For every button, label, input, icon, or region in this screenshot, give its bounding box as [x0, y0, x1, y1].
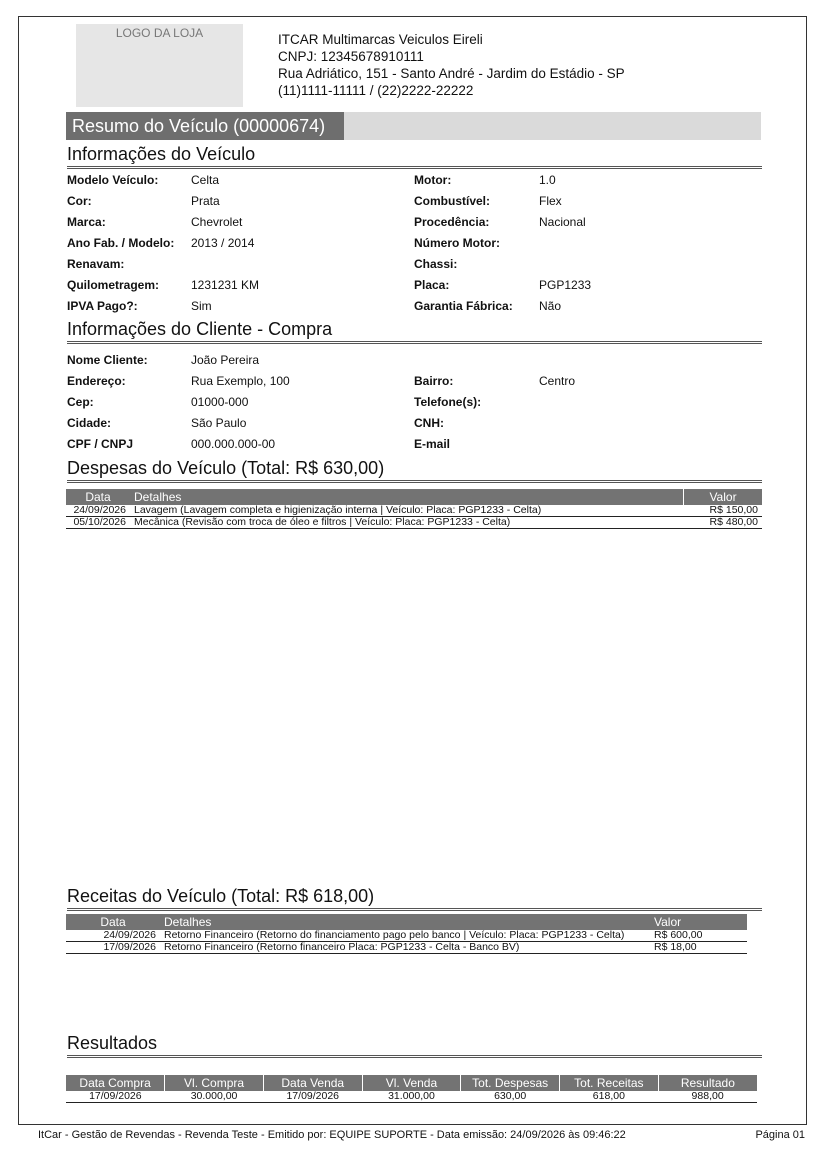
vehicle-field-label: IPVA Pago?:	[67, 299, 138, 313]
vehicle-field-value: Nacional	[539, 215, 586, 229]
company-info	[278, 31, 625, 99]
vehicle-field-value: Não	[539, 299, 562, 313]
results-section-heading	[66, 1033, 762, 1058]
vehicle-field-label: Modelo Veículo:	[67, 173, 159, 187]
revenue-date: 24/09/2026	[66, 930, 160, 942]
company-address: Rua Adriático, 151 - Santo André - Jardim do Estádio - SP	[278, 66, 625, 81]
client-city-value: São Paulo	[191, 416, 247, 430]
revenues-section-heading	[66, 886, 762, 911]
results-heading-text: Resultados	[67, 1033, 158, 1053]
col-header: Vl. Venda	[362, 1075, 461, 1091]
vehicle-field-label: Motor:	[414, 173, 452, 187]
footer	[38, 1129, 805, 1141]
divider	[67, 908, 762, 911]
client-doc-label: CPF / CNPJ	[67, 437, 134, 451]
divider	[67, 166, 762, 169]
client-email-label: E-mail	[414, 437, 451, 451]
result-cell: 630,00	[461, 1091, 560, 1103]
page-title: Resumo do Veículo (00000674)	[66, 112, 344, 140]
expense-details: Lavagem (Lavagem completa e higienização interna | Veículo: Placa: PGP1233 - Celta)	[130, 505, 684, 517]
client-phone-label: Telefone(s):	[414, 395, 482, 409]
logo-text: LOGO DA LOJA	[115, 26, 204, 40]
revenues-heading-text: Receitas do Veículo (Total: R$ 618,00)	[67, 886, 375, 906]
company-cnpj: CNPJ: 12345678910111	[278, 49, 424, 64]
client-address-value: Rua Exemplo, 100	[191, 374, 290, 388]
revenues-table	[66, 914, 747, 954]
col-header: Data	[66, 489, 130, 505]
expenses-heading-text: Despesas do Veículo (Total: R$ 630,00)	[67, 458, 385, 478]
client-district-value: Centro	[539, 374, 576, 388]
store-logo	[76, 24, 243, 107]
vehicle-field-value: 2013 / 2014	[191, 236, 255, 250]
table-row	[66, 505, 762, 517]
vehicle-field-label: Ano Fab. / Modelo:	[67, 236, 175, 250]
client-cep-label: Cep:	[67, 395, 94, 409]
client-cnh-label: CNH:	[414, 416, 444, 430]
revenue-value: R$ 18,00	[650, 942, 747, 954]
table-header-row	[66, 489, 762, 505]
table-row	[66, 930, 747, 942]
vehicle-field-label: Procedência:	[414, 215, 490, 229]
col-header: Data	[66, 914, 160, 930]
vehicle-section-heading	[66, 144, 762, 169]
expense-value: R$ 480,00	[684, 517, 763, 529]
table-row	[66, 942, 747, 954]
vehicle-field-value: Prata	[191, 194, 220, 208]
expense-date: 24/09/2026	[66, 505, 130, 517]
vehicle-field-label: Chassi:	[414, 257, 458, 271]
vehicle-field-value: Sim	[191, 299, 212, 313]
vehicle-field-value: Chevrolet	[191, 215, 243, 229]
company-name: ITCAR Multimarcas Veiculos Eireli	[278, 32, 483, 47]
col-header: Valor	[684, 489, 763, 505]
vehicle-field-label: Cor:	[67, 194, 92, 208]
vehicle-field-value: 1231231 KM	[191, 278, 260, 292]
revenue-details: Retorno Financeiro (Retorno do financiamento pago pelo banco | Veículo: Placa: PGP1233 - Celta)	[160, 930, 650, 942]
vehicle-field-label: Renavam:	[67, 257, 125, 271]
col-header: Detalhes	[160, 914, 650, 930]
client-name-value: João Pereira	[191, 353, 260, 367]
table-row	[66, 1091, 757, 1103]
divider	[67, 1055, 762, 1058]
result-cell: 17/09/2026	[66, 1091, 165, 1103]
col-header: Tot. Despesas	[461, 1075, 560, 1091]
client-doc-value: 000.000.000-00	[191, 437, 276, 451]
result-cell: 17/09/2026	[263, 1091, 362, 1103]
footer-text: ItCar - Gestão de Revendas - Revenda Teste - Emitido por: EQUIPE SUPORTE - Data emissão: 24/09/2026 às 09:46:22	[38, 1129, 626, 1141]
client-section-heading	[66, 319, 762, 344]
vehicle-field-value: PGP1233	[539, 278, 592, 292]
vehicle-field-value: 1.0	[539, 173, 556, 187]
vehicle-field-label: Marca:	[67, 215, 106, 229]
client-cep-value: 01000-000	[191, 395, 249, 409]
revenue-details: Retorno Financeiro (Retorno financeiro Placa: PGP1233 - Celta - Banco BV)	[160, 942, 650, 954]
client-district-label: Bairro:	[414, 374, 454, 388]
vehicle-heading-text: Informações do Veículo	[67, 144, 256, 164]
expense-date: 05/10/2026	[66, 517, 130, 529]
client-address-label: Endereço:	[67, 374, 126, 388]
divider	[67, 480, 762, 483]
col-header: Tot. Receitas	[560, 1075, 659, 1091]
table-header-row	[66, 1075, 757, 1091]
vehicle-field-label: Combustível:	[414, 194, 491, 208]
col-header: Valor	[650, 914, 747, 930]
col-header: Vl. Compra	[165, 1075, 264, 1091]
col-header: Data Venda	[263, 1075, 362, 1091]
company-phones: (11)1111-11111 / (22)2222-22222	[278, 83, 474, 98]
table-header-row	[66, 914, 747, 930]
expenses-section-heading	[66, 458, 762, 483]
vehicle-field-label: Quilometragem:	[67, 278, 160, 292]
divider	[67, 341, 762, 344]
expense-details: Mecânica (Revisão com troca de óleo e filtros | Veículo: Placa: PGP1233 - Celta)	[130, 517, 684, 529]
revenue-value: R$ 600,00	[650, 930, 747, 942]
col-header: Resultado	[658, 1075, 757, 1091]
client-name-label: Nome Cliente:	[67, 353, 148, 367]
col-header: Data Compra	[66, 1075, 165, 1091]
client-heading-text: Informações do Cliente - Compra	[67, 319, 333, 339]
result-cell: 618,00	[560, 1091, 659, 1103]
results-table	[66, 1075, 757, 1103]
client-city-label: Cidade:	[67, 416, 112, 430]
result-cell: 30.000,00	[165, 1091, 264, 1103]
page-number: Página 01	[755, 1129, 805, 1141]
result-cell: 31.000,00	[362, 1091, 461, 1103]
result-cell: 988,00	[658, 1091, 757, 1103]
vehicle-field-label: Placa:	[414, 278, 450, 292]
col-header: Detalhes	[130, 489, 684, 505]
expense-value: R$ 150,00	[684, 505, 763, 517]
revenue-date: 17/09/2026	[66, 942, 160, 954]
vehicle-field-value: Celta	[191, 173, 220, 187]
vehicle-field-label: Número Motor:	[414, 236, 500, 250]
vehicle-field-label: Garantia Fábrica:	[414, 299, 513, 313]
table-row	[66, 517, 762, 529]
expenses-table	[66, 489, 762, 529]
vehicle-field-value: Flex	[539, 194, 562, 208]
title-bar	[66, 112, 761, 140]
